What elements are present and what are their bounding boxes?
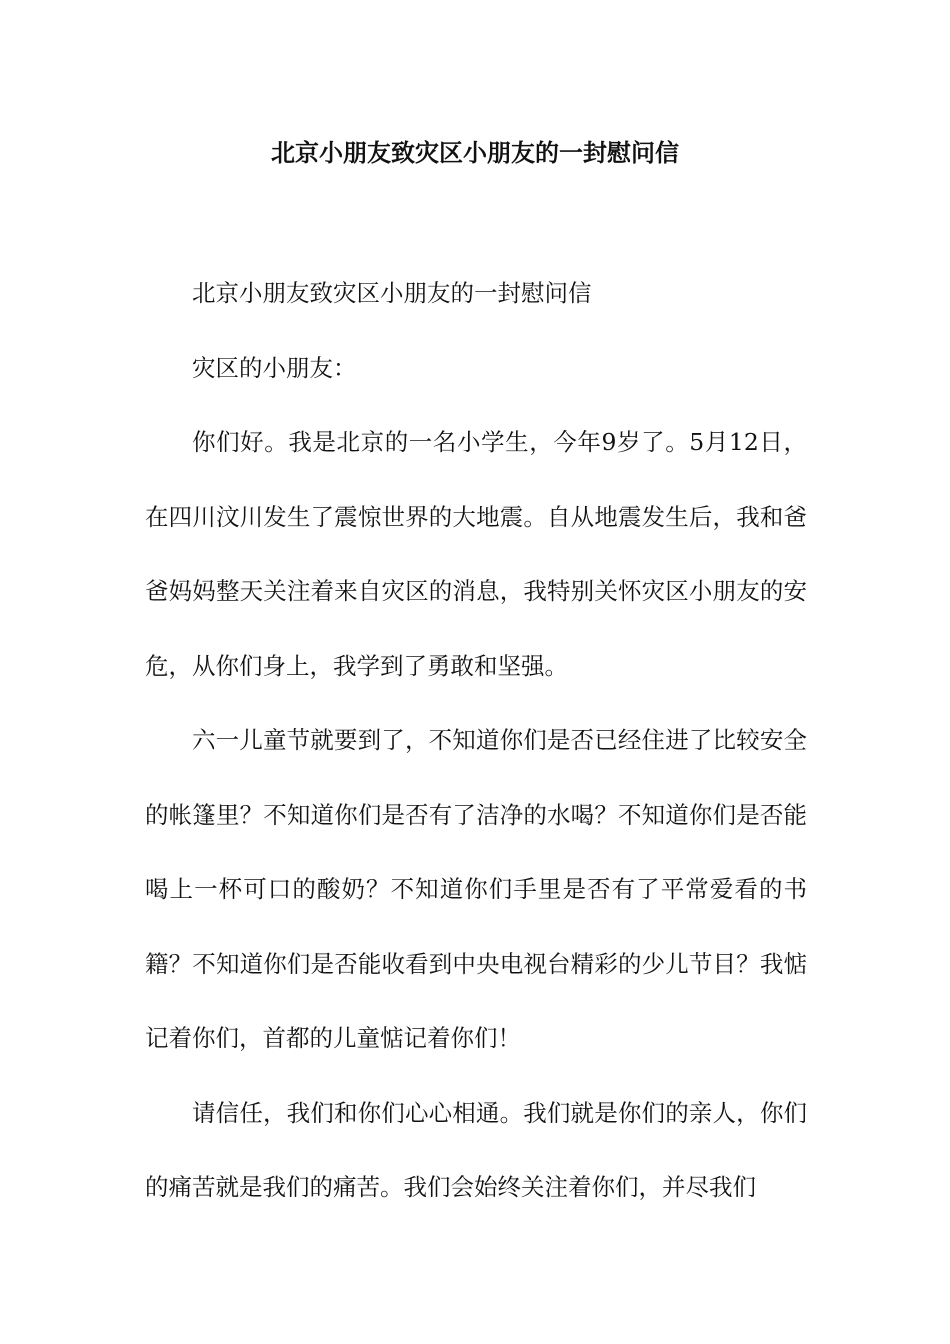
letter-body: [145, 256, 807, 1225]
paragraph-greeting: 你们好。我是北京的一名小学生，今年9岁了。5月12日，在四川汶川发生了震惊世界的大地震。自从地震发生后，我和爸爸妈妈整天关注着来自灾区的消息，我特别关怀灾区小朋友的安危，从你们身上，我学到了勇敢和坚强。: [145, 428, 807, 680]
paragraph-salutation: 灾区的小朋友：: [192, 353, 357, 382]
paragraph-trust: 请信任，我们和你们心心相通。我们就是你们的亲人，你们的痛苦就是我们的痛苦。我们会始终关注着你们，并尽我们: [145, 1098, 807, 1201]
paragraph-heading: 北京小朋友致灾区小朋友的一封慰问信: [192, 279, 592, 307]
document-title: 北京小朋友致灾区小朋友的一封慰问信: [271, 138, 679, 167]
paragraph-childrens-day: 六一儿童节就要到了，不知道你们是否已经住进了比较安全的帐篷里？不知道你们是否有了洁净的水喝？不知道你们是否能喝上一杯可口的酸奶？不知道你们手里是否有了平常爱看的书籍？不知道你们是否能收看到中央电视台精彩的少儿节目？我惦记着你们，首都的儿童惦记着你们！: [145, 726, 807, 1052]
